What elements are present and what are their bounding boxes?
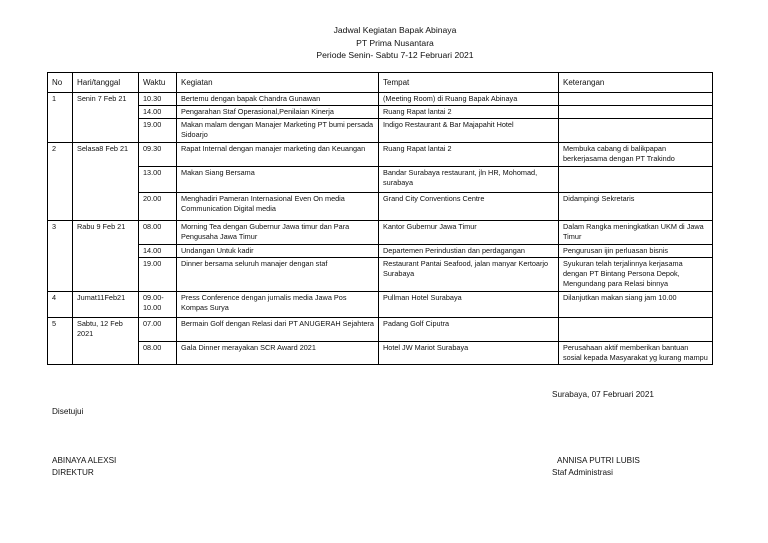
table-row <box>48 292 713 318</box>
day-date: Senin 7 Feb 21 <box>73 93 139 143</box>
column-header-hari: Hari/tanggal <box>73 73 139 93</box>
time-cell: 09.00-10.00 <box>139 292 177 318</box>
note-cell: Syukuran telah terjalinnya kerjasama dengan PT Bintang Persona Depok, Mengundang para Relasi binnya <box>559 258 713 292</box>
note-cell: Pengurusan ijin perluasan bisnis <box>559 245 713 258</box>
table-row <box>48 318 713 342</box>
table-header-row <box>48 73 713 93</box>
table-row <box>48 93 713 106</box>
table-row <box>48 221 713 245</box>
place-cell: Kantor Gubernur Jawa Timur <box>379 221 559 245</box>
time-cell: 09.30 <box>139 143 177 167</box>
table-row <box>48 143 713 167</box>
activity-cell: Undangan Untuk kadir <box>177 245 379 258</box>
signer-left-title: DIREKTUR <box>52 468 94 477</box>
day-number: 5 <box>48 318 73 365</box>
day-date: Selasa8 Feb 21 <box>73 143 139 221</box>
place-cell: Departemen Perindustian dan perdagangan <box>379 245 559 258</box>
day-number: 1 <box>48 93 73 143</box>
place-cell: Grand City Conventions Centre <box>379 193 559 221</box>
time-cell: 07.00 <box>139 318 177 342</box>
column-header-keterangan: Keterangan <box>559 73 713 93</box>
note-cell <box>559 167 713 193</box>
day-date: Sabtu, 12 Feb 2021 <box>73 318 139 365</box>
schedule-table <box>47 72 713 365</box>
note-cell <box>559 119 713 143</box>
activity-cell: Gala Dinner merayakan SCR Award 2021 <box>177 342 379 365</box>
table-row <box>48 342 713 365</box>
signer-left-name: ABINAYA ALEXSI <box>52 456 117 465</box>
activity-cell: Bermain Golf dengan Relasi dari PT ANUGERAH Sejahtera <box>177 318 379 342</box>
day-number: 4 <box>48 292 73 318</box>
table-row <box>48 258 713 292</box>
signer-right-title: Staf Administrasi <box>552 468 613 477</box>
time-cell: 19.00 <box>139 258 177 292</box>
note-cell: Perusahaan aktif memberikan bantuan sosial kepada Masyarakat yg kurang mampu <box>559 342 713 365</box>
place-cell: Hotel JW Mariot Surabaya <box>379 342 559 365</box>
activity-cell: Pengarahan Staf Operasional,Penilaian Kinerja <box>177 106 379 119</box>
time-cell: 08.00 <box>139 342 177 365</box>
table-row <box>48 245 713 258</box>
note-cell: Dalam Rangka meningkatkan UKM di Jawa Timur <box>559 221 713 245</box>
time-cell: 20.00 <box>139 193 177 221</box>
note-cell <box>559 318 713 342</box>
note-cell <box>559 106 713 119</box>
activity-cell: Dinner bersama seluruh manajer dengan staf <box>177 258 379 292</box>
column-header-waktu: Waktu <box>139 73 177 93</box>
note-cell: Didampingi Sekretaris <box>559 193 713 221</box>
column-header-kegiatan: Kegiatan <box>177 73 379 93</box>
activity-cell: Morning Tea dengan Gubernur Jawa timur dan Para Pengusaha Jawa Timur <box>177 221 379 245</box>
approval-label: Disetujui <box>52 407 84 416</box>
activity-cell: Bertemu dengan bapak Chandra Gunawan <box>177 93 379 106</box>
table-row <box>48 106 713 119</box>
document-title: Jadwal Kegiatan Bapak Abinaya <box>333 25 457 35</box>
time-cell: 14.00 <box>139 245 177 258</box>
document-header <box>0 24 768 62</box>
company-name: PT Prima Nusantara <box>356 37 434 48</box>
place-cell: Padang Golf Ciputra <box>379 318 559 342</box>
time-cell: 08.00 <box>139 221 177 245</box>
place-cell: (Meeting Room) di Ruang Bapak Abinaya <box>379 93 559 106</box>
time-cell: 13.00 <box>139 167 177 193</box>
place-cell: Indigo Restaurant & Bar Majapahit Hotel <box>379 119 559 143</box>
note-cell: Dilanjutkan makan siang jam 10.00 <box>559 292 713 318</box>
place-date: Surabaya, 07 Februari 2021 <box>552 390 654 399</box>
schedule-period: Periode Senin- Sabtu 7-12 Februari 2021 <box>316 50 474 60</box>
activity-cell: Makan malam dengan Manajer Marketing PT bumi persada Sidoarjo <box>177 119 379 143</box>
column-header-no: No <box>48 73 73 93</box>
column-header-tempat: Tempat <box>379 73 559 93</box>
day-number: 3 <box>48 221 73 292</box>
note-cell: Membuka cabang di balikpapan berkerjasama dengan PT Trakindo <box>559 143 713 167</box>
table-row <box>48 167 713 193</box>
note-cell <box>559 93 713 106</box>
place-cell: Pullman Hotel Surabaya <box>379 292 559 318</box>
day-date: Jumat11Feb21 <box>73 292 139 318</box>
place-cell: Ruang Rapat lantai 2 <box>379 106 559 119</box>
day-number: 2 <box>48 143 73 221</box>
table-row <box>48 119 713 143</box>
day-date: Rabu 9 Feb 21 <box>73 221 139 292</box>
activity-cell: Menghadiri Pameran Internasional Even On media Communication Digital media <box>177 193 379 221</box>
time-cell: 10.30 <box>139 93 177 106</box>
time-cell: 19.00 <box>139 119 177 143</box>
activity-cell: Press Conference dengan jurnalis media Jawa Pos Kompas Surya <box>177 292 379 318</box>
activity-cell: Makan Siang Bersama <box>177 167 379 193</box>
time-cell: 14.00 <box>139 106 177 119</box>
signer-right-name: ANNISA PUTRI LUBIS <box>557 456 640 465</box>
place-cell: Bandar Surabaya restaurant, jln HR, Mohomad, surabaya <box>379 167 559 193</box>
place-cell: Restaurant Pantai Seafood, jalan manyar Kertoarjo Surabaya <box>379 258 559 292</box>
table-row <box>48 193 713 221</box>
place-cell: Ruang Rapat lantai 2 <box>379 143 559 167</box>
activity-cell: Rapat Internal dengan manajer marketing dan Keuangan <box>177 143 379 167</box>
